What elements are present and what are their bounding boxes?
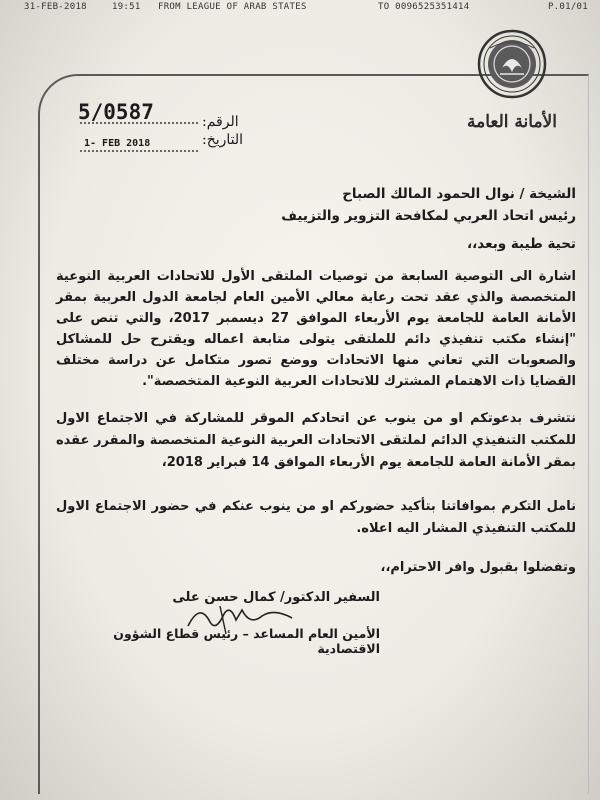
fax-date: 31-FEB-2018 [24,2,87,12]
arab-league-emblem-icon [476,28,548,100]
paragraph-reference: اشارة الى التوصية السابعة من توصيات الملتقى الأول للاتحادات العربية النوعية المتخصصة والذي عقد تحت رعاية معالي الأمين العام لجامعة الدول العربية بمقر الأمانة العامة للجامعة يوم الأربعاء الموافق 27 ديسمبر 2017، والتي تنص على "إنشاء مكتب تنفيذي دائم للملتقى يتولى متابعة اعماله ويقترح حل للمشاكل والصعوبات التي تعاني منها الاتحادات ووضع تصور متكامل عن دراسة مختلف القضايا ذات الاهتمام المشترك للاتحادات العربية النوعية المتخصصة". [56,269,576,389]
recipient-name: الشيخة / نوال الحمود المالك الصباح [342,186,576,202]
date-dotted-line [80,150,198,152]
signer-name: السفير الدكتور/ كمال حسن على [172,590,380,605]
signer-title: الأمين العام المساعد – رئيس قطاع الشؤون الاقتصادية [113,626,380,656]
reference-block [78,100,268,160]
fax-recipient-number: TO 0096525351414 [378,2,470,12]
fax-page-count: P.01/01 [547,2,588,12]
fax-sender: FROM LEAGUE OF ARAB STATES [158,2,307,12]
reference-dotted-line [80,122,198,124]
closing-salutation: وتفضلوا بقبول وافر الاحترام،، [380,560,576,575]
organization-name: الأمانة العامة [467,112,557,132]
reference-number: 5/0587 [78,100,154,124]
date-label: التاريخ: [202,132,244,148]
fax-time: 19:51 [112,2,141,12]
paragraph-invitation: نتشرف بدعوتكم او من ينوب عن اتحادكم الموقر للمشاركة في الاجتماع الاول للمكتب التنفيذي الدائم لملتقى الاتحادات العربية النوعية المتخصصة والمقرر عقده بمقر الأمانة العامة للجامعة يوم الأربعاء الموافق 14 فبراير 2018، [56,411,576,470]
reference-label: الرقم: [202,114,239,130]
paragraph-confirmation: نامل التكرم بموافاتنا بتأكيد حضوركم او من ينوب عنكم في حضور الاجتماع الاول للمكتب التنفيذي المشار اليه اعلاه. [56,499,576,536]
recipient-title: رئيس اتحاد العربي لمكافحة التزوير والتزييف [281,208,576,224]
date-stamp: 1- FEB 2018 [84,138,151,149]
greeting: تحية طيبة وبعد،، [467,236,576,252]
fax-transmission-header [6,2,592,16]
